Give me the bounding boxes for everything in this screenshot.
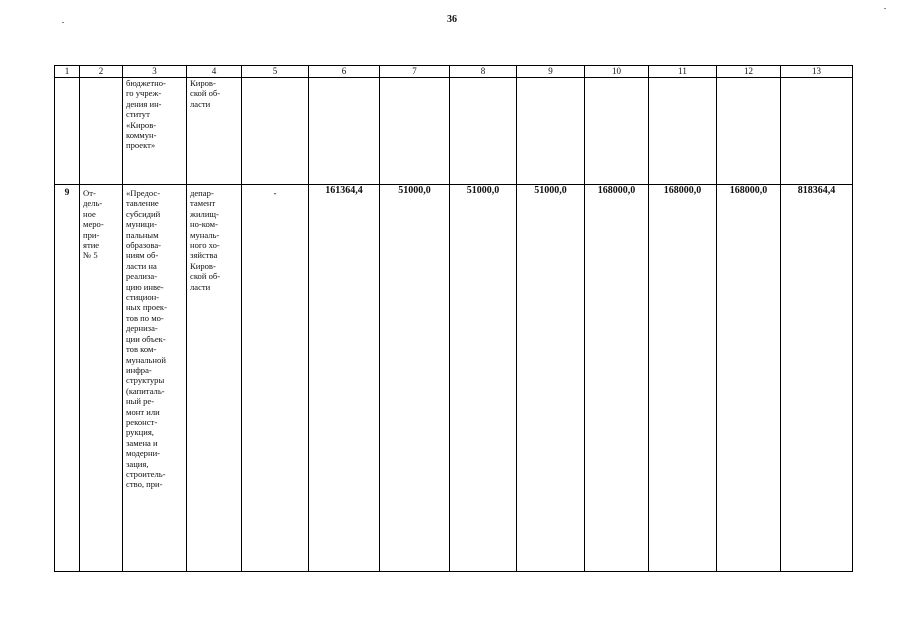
column-number-row — [55, 66, 853, 78]
table-row — [55, 78, 853, 185]
event-name-cell — [80, 78, 123, 185]
column-header: 12 — [717, 66, 781, 78]
column-header: 3 — [123, 66, 187, 78]
column-header: 11 — [649, 66, 717, 78]
row-number-cell — [55, 78, 80, 185]
value-cell-7 — [380, 78, 450, 185]
column-header: 6 — [309, 66, 380, 78]
value-cell-5 — [242, 78, 309, 185]
column-header: 2 — [80, 66, 123, 78]
event-description-cell: «Предос- тавление субсидий муници- пальным образова- ниям об- ласти на реализа- цию инве- стицион- ных проек- тов по мо- дерниза- ции объек- тов ком- мунальной инфра- структуры (капиталь- ный ре- монт или реконст- рукция, замена и модерни- зация, строитель- ство, при- — [123, 185, 187, 572]
value-cell-13: 818364,4 — [781, 185, 853, 572]
event-name-cell: От- дель- ное меро- при- ятие № 5 — [80, 185, 123, 572]
page-number: 36 — [447, 14, 457, 25]
column-header: 7 — [380, 66, 450, 78]
program-table — [54, 65, 853, 572]
column-header: 10 — [585, 66, 649, 78]
executor-cell: депар- тамент жилищ- но-ком- муналь- ного хо- зяйства Киров- ской об- ласти — [187, 185, 242, 572]
event-description-cell: бюджетно- го учреж- дения ин- ститут «Киров- коммун- проект» — [123, 78, 187, 185]
value-cell-12 — [717, 78, 781, 185]
value-cell-7: 51000,0 — [380, 185, 450, 572]
value-cell-12: 168000,0 — [717, 185, 781, 572]
column-header: 1 — [55, 66, 80, 78]
row-number-cell: 9 — [55, 185, 80, 572]
executor-cell: Киров- ской об- ласти — [187, 78, 242, 185]
value-cell-6: 161364,4 — [309, 185, 380, 572]
value-cell-10: 168000,0 — [585, 185, 649, 572]
value-cell-6 — [309, 78, 380, 185]
value-cell-10 — [585, 78, 649, 185]
table-row — [55, 185, 853, 572]
column-header: 13 — [781, 66, 853, 78]
column-header: 9 — [517, 66, 585, 78]
scan-speck — [62, 22, 64, 23]
column-header: 5 — [242, 66, 309, 78]
value-cell-11 — [649, 78, 717, 185]
column-header: 8 — [450, 66, 517, 78]
value-cell-8 — [450, 78, 517, 185]
value-cell-9: 51000,0 — [517, 185, 585, 572]
value-cell-8: 51000,0 — [450, 185, 517, 572]
scan-speck — [884, 8, 886, 9]
value-cell-11: 168000,0 — [649, 185, 717, 572]
value-cell-5: - — [242, 185, 309, 572]
value-cell-9 — [517, 78, 585, 185]
value-cell-13 — [781, 78, 853, 185]
column-header: 4 — [187, 66, 242, 78]
